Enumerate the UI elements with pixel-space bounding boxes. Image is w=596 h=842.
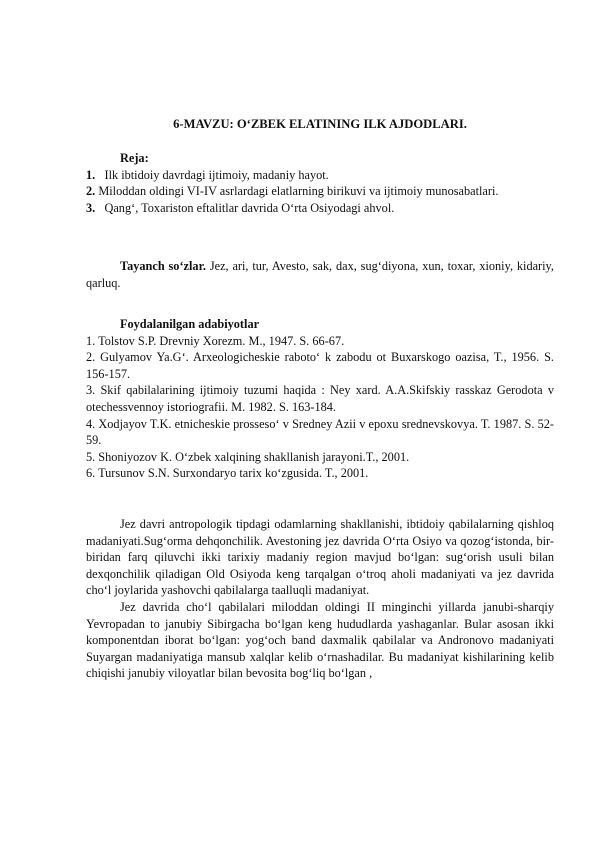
plan-item xyxy=(86,200,554,217)
literature-item: 2. Gulyamov Ya.G‘. Arxeologicheskie raboto‘ k zabodu ot Buxarskogo oazisa, T., 1956. S. 156-157. xyxy=(86,350,554,381)
plan-item-number: 2. xyxy=(86,184,96,199)
keywords-label: Tayanch so‘zlar. xyxy=(120,259,206,273)
plan-item xyxy=(86,167,554,184)
plan-item-number: 3. xyxy=(86,200,96,215)
literature-section xyxy=(86,316,554,482)
literature-item: 4. Xodjayov T.K. etnicheskie prosseso‘ v Sredney Azii v epoxu srednevskovya. T. 1987. S. 52-59. xyxy=(86,416,554,448)
body-text xyxy=(86,516,554,682)
keywords-paragraph xyxy=(86,258,554,291)
plan-item-text: Qang‘, Toxariston eftalitlar davrida O‘rta Osiyodagi ahvol. xyxy=(104,200,395,215)
plan-item-text: Ilk ibtidoiy davrdagi ijtimoiy, madaniy hayot. xyxy=(104,167,329,182)
plan-item-text: Miloddan oldingi VI-IV asrlardagi elatlarning birikuvi va ijtimoiy munosabatlari. xyxy=(98,184,499,199)
plan-item xyxy=(86,183,554,200)
literature-item: 3. Skif qabilalarining ijtimoiy tuzumi haqida : Ney xard. A.A.Skifskiy rasskaz Gerodota v otechessvennoy istoriografii. M. 1982. S. 163-184. xyxy=(86,383,554,414)
keywords-text: Jez, ari, tur, Avesto, sak, dax, sug‘diyona, xun, toxar, xioniy, kidariy, qarluq. xyxy=(86,259,554,290)
plan-heading: Reja: xyxy=(120,151,149,165)
body-paragraph: Jez davrida cho‘l qabilalari miloddan oldingi II minginchi yillarda janubi-sharqiy Yevropadan to janubiy Sibirgacha bo‘lgan keng hududlarda yashaganlar. Bular asosan ikki komponentdan iborat bo‘lgan: yog‘och band daxmalik qabilalar va Andronovo madaniyati Suyargan madaniyatiga mansub xalqlar kelib o‘rnashadilar. Bu madaniyat kishilarining kelib chiqishi janubiy viloyatlar bilan bevosita bog‘liq bo‘lgan , xyxy=(86,599,554,681)
plan-section xyxy=(86,150,554,216)
literature-item: 5. Shoniyozov K. O‘zbek xalqining shakllanish jarayoni.T., 2001. xyxy=(86,449,410,464)
literature-item: 6. Tursunov S.N. Surxondaryo tarix ko‘zgusida. T., 2001. xyxy=(86,466,369,481)
page-title: 6-MAVZU: O‘ZBEK ELATINING ILK AJDODLARI. xyxy=(173,117,467,131)
body-paragraph: Jez davri antropologik tipdagi odamlarning shakllanishi, ibtidoiy qabilalarning qishloq madaniyati.Sug‘orma dehqonchilik. Avestoning jez davrida O‘rta Osiyo va qozog‘istonda, bir-biridan farq qiluvchi ikki tarixiy madaniy region mavjud bo‘lgan: sug‘orish usuli bilan dexqonchilik qiladigan Old Osiyoda keng tarqalgan o‘troq aholi madaniyati va jez davrida cho‘l joylarida yashovchi qabilalarga taalluqli madaniyat. xyxy=(86,517,554,598)
literature-item: 1. Tolstov S.P. Drevniy Xorezm. M., 1947. S. 66-67. xyxy=(86,333,345,348)
plan-item-number: 1. xyxy=(86,167,96,182)
literature-heading: Foydalanilgan adabiyotlar xyxy=(120,317,260,331)
